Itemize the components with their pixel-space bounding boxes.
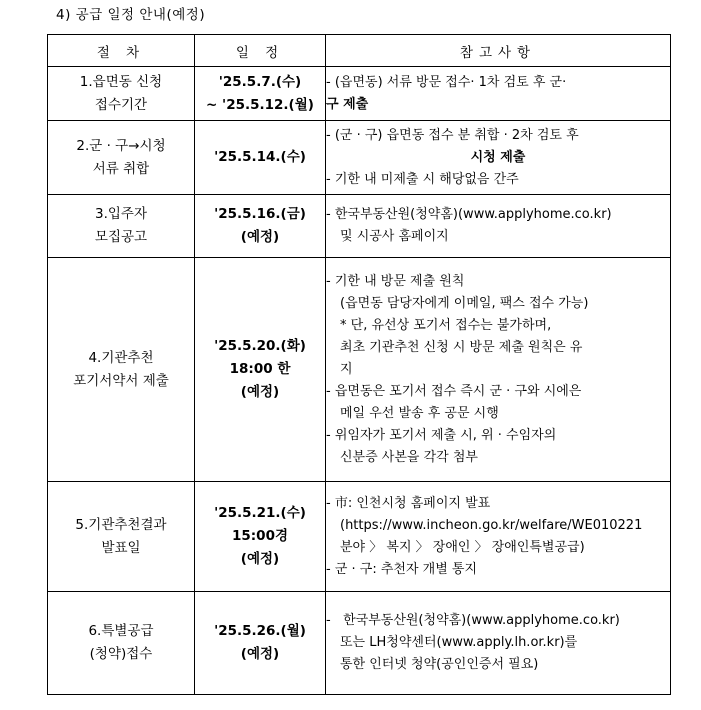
step-cell bbox=[48, 195, 195, 258]
date-cell bbox=[195, 195, 326, 258]
step-cell bbox=[48, 67, 195, 121]
step-cell bbox=[48, 592, 195, 695]
notes-line: 및 시공사 홈페이지 bbox=[340, 229, 449, 244]
date-line: (예정) bbox=[240, 229, 280, 245]
step-line: 5.기관추천결과 bbox=[75, 516, 167, 533]
table-row bbox=[48, 195, 671, 258]
notes-line: - 위임자가 포기서 제출 시, 위 · 수임자의 bbox=[326, 427, 557, 443]
date-line: '25.5.16.(금) bbox=[214, 206, 306, 222]
step-cell bbox=[48, 482, 195, 592]
notes-line: (https://www.incheon.go.kr/welfare/WE010221 bbox=[340, 517, 643, 533]
date-cell bbox=[195, 121, 326, 195]
notes-line: 지 bbox=[340, 361, 353, 377]
step-line: 3.입주자 bbox=[94, 206, 147, 222]
step-line: 1.읍면동 신청 bbox=[79, 73, 163, 90]
step-line: 서류 취합 bbox=[92, 160, 150, 177]
table-row bbox=[48, 67, 671, 121]
header-step: 절 차 bbox=[48, 35, 195, 67]
notes-line: - 市: 인천시청 홈페이지 발표 bbox=[326, 495, 491, 511]
table-row bbox=[48, 121, 671, 195]
date-cell bbox=[195, 592, 326, 695]
notes-line: 또는 LH청약센터(www.apply.lh.or.kr)를 bbox=[340, 635, 578, 650]
step-line: 포기서약서 제출 bbox=[73, 372, 169, 389]
table-row bbox=[48, 482, 671, 592]
date-line: '25.5.14.(수) bbox=[214, 149, 306, 165]
date-line: (예정) bbox=[240, 646, 280, 662]
date-cell bbox=[195, 258, 326, 482]
date-line: (예정) bbox=[240, 384, 280, 400]
notes-line: - (군 · 구) 읍면동 접수 분 취합 · 2차 검토 후 bbox=[326, 127, 579, 143]
date-line: '25.5.20.(화) bbox=[214, 338, 306, 354]
notes-line: - (읍면동) 서류 방문 접수· 1차 검토 후 군· bbox=[326, 74, 567, 90]
date-line: 15:00경 bbox=[231, 528, 288, 544]
notes-line: - 군 · 구: 추천자 개별 통지 bbox=[326, 561, 478, 577]
step-line: 모집공고 bbox=[94, 229, 148, 245]
step-line: 2.군 · 구→시청 bbox=[76, 137, 166, 154]
notes-line: - 기한 내 미제출 시 해당없음 간주 bbox=[326, 171, 519, 187]
notes-cell bbox=[326, 67, 671, 121]
notes-line: 분야 〉 복지 〉 장애인 〉 장애인특별공급) bbox=[340, 539, 585, 555]
step-line: (청약)접수 bbox=[89, 646, 153, 662]
notes-line: 신분증 사본을 각각 첨부 bbox=[340, 449, 478, 465]
step-line: 6.특별공급 bbox=[88, 623, 154, 639]
header-notes: 참고사항 bbox=[326, 35, 671, 67]
notes-line: - 한국부동산원(청약홈)(www.applyhome.co.kr) bbox=[326, 207, 612, 222]
notes-cell bbox=[326, 258, 671, 482]
table-row bbox=[48, 592, 671, 695]
notes-line: 메일 우선 발송 후 공문 시행 bbox=[340, 405, 499, 421]
notes-line: (읍면동 담당자에게 이메일, 팩스 접수 가능) bbox=[340, 295, 589, 311]
date-line: '25.5.7.(수) bbox=[218, 73, 302, 90]
date-line: 18:00 한 bbox=[229, 361, 291, 377]
header-date: 일 정 bbox=[195, 35, 326, 67]
notes-cell bbox=[326, 592, 671, 695]
date-line: (예정) bbox=[240, 551, 280, 567]
step-line: 발표일 bbox=[101, 539, 141, 556]
notes-line: - 한국부동산원(청약홈)(www.applyhome.co.kr) bbox=[326, 613, 620, 628]
notes-line: - 기한 내 방문 제출 원칙 bbox=[326, 273, 465, 289]
date-cell bbox=[195, 67, 326, 121]
notes-cell bbox=[326, 482, 671, 592]
date-cell bbox=[195, 482, 326, 592]
step-line: 접수기간 bbox=[94, 96, 148, 113]
notes-line: 통한 인터넷 청약(공인인증서 필요) bbox=[340, 657, 539, 672]
table-header-row bbox=[48, 35, 671, 67]
date-line: ~ '25.5.12.(월) bbox=[206, 96, 314, 113]
notes-line: - 읍면동은 포기서 접수 즉시 군 · 구와 시에은 bbox=[326, 383, 582, 399]
date-line: '25.5.21.(수) bbox=[214, 505, 306, 521]
step-cell bbox=[48, 258, 195, 482]
date-line: '25.5.26.(월) bbox=[214, 623, 306, 639]
notes-line: 구 제출 bbox=[326, 96, 369, 112]
section-title: 4) 공급 일정 안내(예정) bbox=[56, 7, 206, 23]
step-cell bbox=[48, 121, 195, 195]
notes-cell bbox=[326, 195, 671, 258]
table-row bbox=[48, 258, 671, 482]
notes-line: 시청 제출 bbox=[470, 149, 526, 165]
schedule-table bbox=[47, 34, 671, 695]
notes-line: * 단, 유선상 포기서 접수는 불가하며, bbox=[340, 317, 552, 333]
notes-line: 최초 기관추천 신청 시 방문 제출 원칙은 유 bbox=[340, 339, 583, 355]
step-line: 4.기관추천 bbox=[88, 349, 154, 366]
notes-cell bbox=[326, 121, 671, 195]
